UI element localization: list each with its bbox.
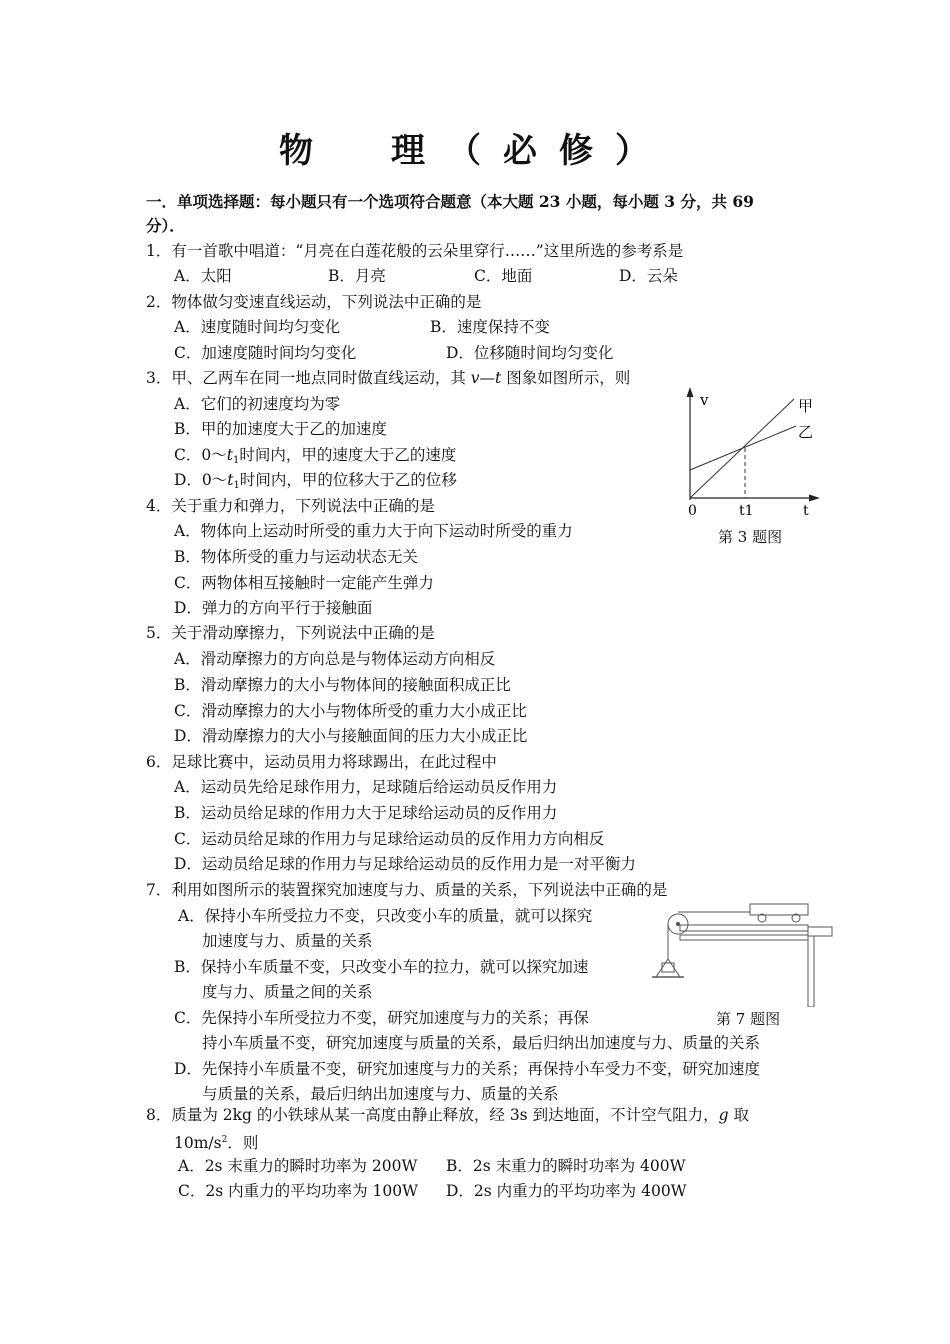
- q7-option-a-line2: 加速度与力、质量的关系: [202, 932, 373, 950]
- q5-stem: 5．关于滑动摩擦力，下列说法中正确的是: [146, 624, 435, 642]
- fig7-caption: 第 7 题图: [716, 1010, 781, 1028]
- table-leg: [808, 936, 814, 1007]
- q8-option-a: A．2s 末重力的瞬时功率为 200W: [178, 1157, 418, 1175]
- q1-option-d: D．云朵: [619, 267, 678, 285]
- q4-option-b: B．物体所受的重力与运动状态无关: [174, 548, 418, 566]
- section-heading-line1: 一．单项选择题：每小题只有一个选项符合题意（本大题 23 小题，每小题 3 分，共 69: [146, 192, 754, 211]
- section-heading-line2: 分）．: [146, 216, 185, 235]
- track-lower: [680, 935, 808, 940]
- v-axis-arrow: [687, 387, 694, 397]
- q4-option-c: C．两物体相互接触时一定能产生弹力: [174, 574, 434, 592]
- q2-stem: 2．物体做匀变速直线运动，下列说法中正确的是: [146, 293, 482, 311]
- q7-option-c-line2: 持小车质量不变，研究加速度与质量的关系，最后归纳出加速度与力、质量的关系: [202, 1034, 761, 1052]
- q2-option-a: A．速度随时间均匀变化: [174, 318, 341, 336]
- q8-stem-line2: $10m/s^2$．则: [174, 1134, 259, 1152]
- q6-option-c: C．运动员给足球的作用力与足球给运动员的反作用力方向相反: [174, 830, 605, 848]
- q3-stem: 3．甲、乙两车在同一地点同时做直线运动，其 v—t 图象如图所示，则: [146, 369, 631, 387]
- q3-option-d: D．$0\sim t_1$时间内，甲的位移大于乙的位移: [174, 471, 457, 491]
- track-upper: [680, 925, 808, 931]
- weight-block: [662, 963, 674, 972]
- vt-graph-figure: [670, 385, 830, 520]
- q7-option-d-line2: 与质量的关系，最后归纳出加速度与力、质量的关系: [202, 1085, 559, 1103]
- q5-option-c: C．滑动摩擦力的大小与物体所受的重力大小成正比: [174, 702, 527, 720]
- q3-option-b: B．甲的加速度大于乙的加速度: [174, 420, 387, 438]
- q4-option-a: A．物体向上运动时所受的重力大于向下运动时所受的重力: [174, 522, 573, 540]
- q5-option-b: B．滑动摩擦力的大小与物体间的接触面积成正比: [174, 676, 511, 694]
- q8-option-b: B．2s 末重力的瞬时功率为 400W: [446, 1157, 686, 1175]
- t-axis-arrow: [809, 495, 820, 502]
- q4-stem: 4．关于重力和弹力，下列说法中正确的是: [146, 497, 435, 515]
- line-yi: [690, 426, 796, 470]
- q7-option-b-line2: 度与力、质量之间的关系: [202, 983, 373, 1001]
- q2-option-b: B．速度保持不变: [430, 318, 550, 336]
- fig3-caption: 第 3 题图: [718, 528, 783, 546]
- q1-option-b: B．月亮: [328, 267, 386, 285]
- pulley-axle: [676, 922, 680, 926]
- q7-option-d-line1: D．先保持小车质量不变，研究加速度与力的关系；再保持小车受力不变，研究加速度: [174, 1060, 760, 1078]
- q3-option-a: A．它们的初速度均为零: [174, 395, 341, 413]
- q7-option-c-line1: C．先保持小车所受拉力不变，研究加速度与力的关系；再保: [174, 1009, 589, 1027]
- table-top: [808, 927, 832, 936]
- q8-stem-line1: 8．质量为 2kg 的小铁球从某一高度由静止释放，经 3s 到达地面，不计空气阻力，g 取: [146, 1106, 749, 1124]
- q5-option-d: D．滑动摩擦力的大小与接触面间的压力大小成正比: [174, 727, 528, 745]
- v-axis-label: v: [700, 391, 709, 409]
- q2-option-c: C．加速度随时间均匀变化: [174, 344, 357, 362]
- t1-label: t1: [739, 503, 754, 519]
- q1-option-c: C．地面: [474, 267, 533, 285]
- cart-pulley-apparatus-figure: [640, 897, 840, 1007]
- q7-option-b-line1: B．保持小车质量不变，只改变小车的拉力，就可以探究加速: [174, 958, 589, 976]
- q6-option-d: D．运动员给足球的作用力与足球给运动员的反作用力是一对平衡力: [174, 855, 636, 873]
- q2-option-d: D．位移随时间均匀变化: [446, 344, 614, 362]
- yi-label: 乙: [798, 423, 814, 441]
- q8-option-d: D．2s 内重力的平均功率为 400W: [446, 1182, 687, 1200]
- q3-option-c: C．$0\sim t_1$时间内，甲的速度大于乙的速度: [174, 446, 457, 466]
- q4-option-d: D．弹力的方向平行于接触面: [174, 599, 373, 617]
- q7-option-a-line1: A．保持小车所受拉力不变，只改变小车的质量，就可以探究: [178, 907, 593, 925]
- cart-body: [750, 904, 808, 915]
- q6-option-a: A．运动员先给足球作用力，足球随后给运动员反作用力: [174, 778, 558, 796]
- origin-label: 0: [688, 503, 697, 519]
- q7-stem: 7．利用如图所示的装置探究加速度与力、质量的关系，下列说法中正确的是: [146, 881, 668, 899]
- t-axis-label: t: [803, 503, 809, 519]
- q1-stem: 1．有一首歌中唱道：“月亮在白莲花般的云朵里穿行……”这里所选的参考系是: [146, 242, 684, 260]
- q1-option-a: A．太阳: [174, 267, 232, 285]
- jia-label: 甲: [798, 397, 814, 415]
- page-title: 物 理（必修）: [279, 131, 671, 171]
- q6-option-b: B．运动员给足球的作用力大于足球给运动员的反作用力: [174, 804, 558, 822]
- q6-stem: 6．足球比赛中，运动员用力将球踢出，在此过程中: [146, 753, 497, 771]
- q5-option-a: A．滑动摩擦力的方向总是与物体运动方向相反: [174, 650, 496, 668]
- q8-option-c: C．2s 内重力的平均功率为 100W: [178, 1182, 419, 1200]
